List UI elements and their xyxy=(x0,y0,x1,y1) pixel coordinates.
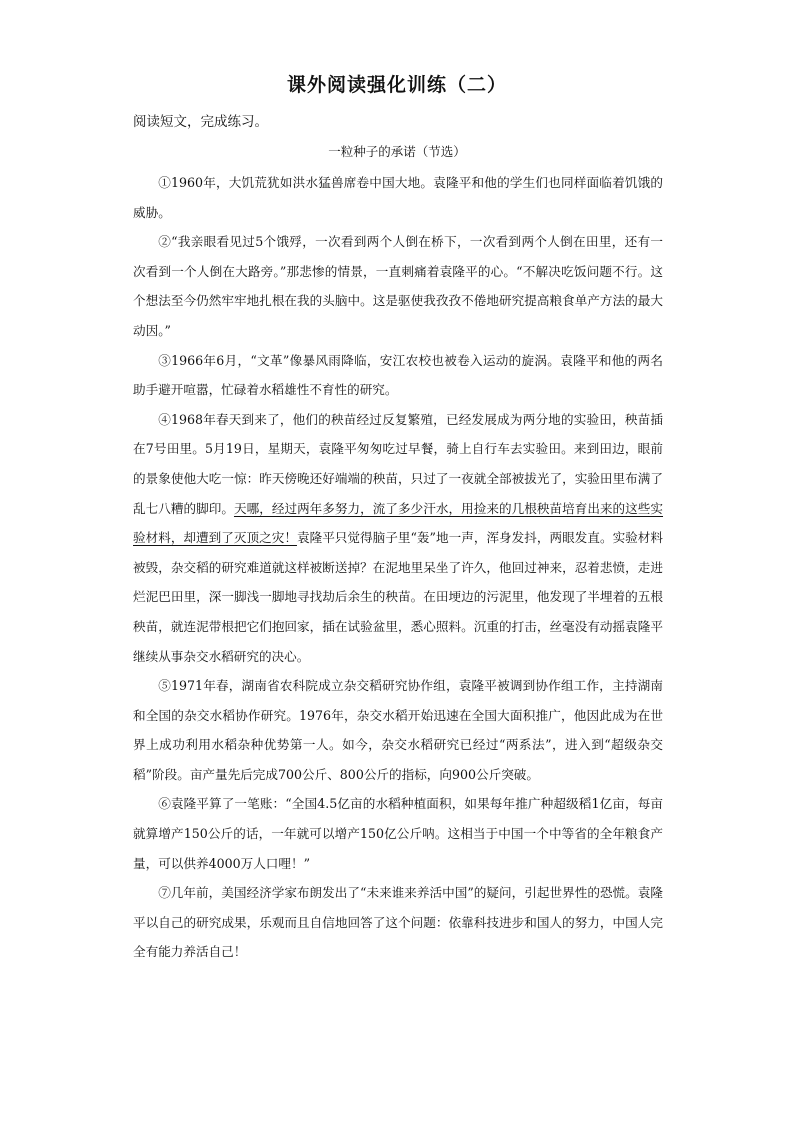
passage-body xyxy=(133,168,663,967)
page-title: 课外阅读强化训练（二） xyxy=(286,74,507,96)
instruction-text: 阅读短文，完成练习。 xyxy=(133,114,268,130)
paragraph-2: ②“我亲眼看见过5个饿殍，一次看到两个人倒在桥下，一次看到两个人倒在田里，还有一次看到一个人倒在大路旁。”那悲惨的情景，一直刺痛着袁隆平的心。“不解决吃饭问题不行。这个想法至今仍然牢牢地扎根在我的头脑中。这是驱使我孜孜不倦地研究提高粮食单产方法的最大动因。” xyxy=(133,234,663,338)
paragraph-4 xyxy=(133,405,663,671)
paragraph-5: ⑤1971年春，湖南省农科院成立杂交稻研究协作组，袁隆平被调到协作组工作，主持湖南和全国的杂交水稻协作研究。1976年，杂交水稻开始迅速在全国大面积推广，他因此成为在世界上成功利用水稻杂种优势第一人。如今，杂交水稻研究已经过“两系法”，进入到“超级杂交稻”阶段。亩产量先后完成700公斤、800公斤的指标，向900公斤突破。 xyxy=(133,678,663,782)
passage-title: 一粒种子的承诺（节选） xyxy=(328,144,466,159)
paragraph-1: ①1960年，大饥荒犹如洪水猛兽席卷中国大地。袁隆平和他的学生们也同样面临着饥饿的威胁。 xyxy=(133,175,663,220)
paragraph-7: ⑦几年前，美国经济学家布朗发出了“未来谁来养活中国”的疑问，引起世界性的恐慌。袁隆平以自己的研究成果，乐观而且自信地回答了这个问题：依靠科技进步和国人的努力，中国人完全有能力养活自己！ xyxy=(133,885,663,960)
paragraph-4-part-c: 袁隆平只觉得脑子里“轰”地一声，浑身发抖，两眼发直。实验材料被毁，杂交稻的研究难道就这样被断送掉？在泥地里呆坐了许久，他回过神来，忍着悲愤，走进烂泥巴田里，深一脚浅一脚地寻找劫后余生的秧苗。在田埂边的污泥里，他发现了半埋着的五根秧苗，就连泥带根把它们抱回家，插在试验盆里，悉心照料。沉重的打击，丝毫没有动摇袁隆平继续从事杂交水稻研究的决心。 xyxy=(133,530,663,664)
underlined-sentence: 天哪，经过两年多努力，流了多少汗水，用捡来的几根秧苗培育出来的这些实验材料，却遭到了灭顶之灾！ xyxy=(133,500,664,546)
paragraph-4-part-a: ④1968年春天到来了，他们的秧苗经过反复繁殖，已经发展成为两分地的实验田，秧苗插在7号田里。5月19日，星期天，袁隆平匆匆吃过早餐，骑上自行车去实验田。来到田边，眼前的景象使他大吃一惊：昨天傍晚还好端端的秧苗，只过了一夜就全部被拔光了，实验田里布满了乱七八糟的脚印。 xyxy=(133,411,663,516)
paragraph-3: ③1966年6月，“文革”像暴风雨降临，安江农校也被卷入运动的旋涡。袁隆平和他的两名助手避开喧嚣，忙碌着水稻雄性不育性的研究。 xyxy=(133,352,663,398)
paragraph-6: ⑥袁隆平算了一笔账：“全国4.5亿亩的水稻种植面积，如果每年推广种超级稻1亿亩，每亩就算增产150公斤的话，一年就可以增产150亿公斤呐。这相当于中国一个中等省的全年粮食产量，可以供养4000万人口哩！” xyxy=(133,796,663,871)
